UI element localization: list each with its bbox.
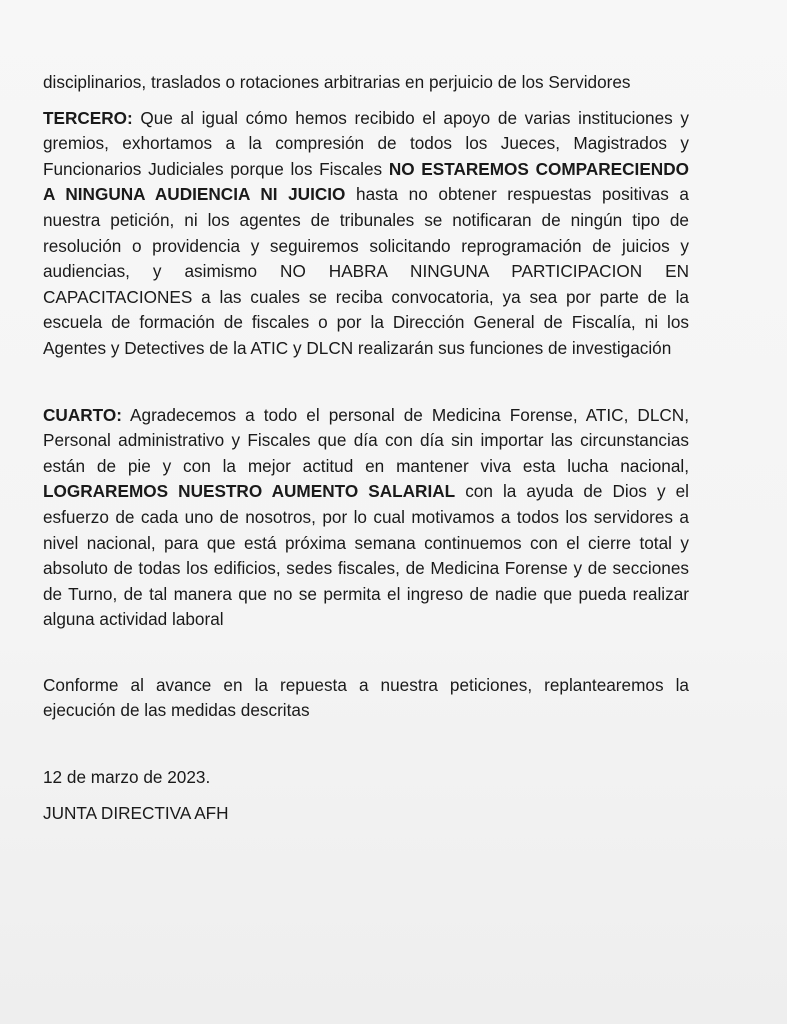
- heading-cuarto: CUARTO:: [43, 404, 122, 425]
- cuarto-text-2: con la ayuda de Dios y el esfuerzo de cada uno de nosotros, por lo cual motivamos a todos los servidores a nivel nacional, para que está próxima semana continuemos con el cierre total y absoluto de todas los edificios, sedes fiscales, de Medicina Forense y de secciones de Turno, de tal manera que no se permita el ingreso de nadie que pueda realizar alguna actividad laboral: [43, 481, 689, 630]
- paragraph-conforme: Conforme al avance en la repuesta a nuestra peticiones, replantearemos la ejecución de las medidas descritas: [43, 674, 689, 721]
- cuarto-text-1: Agradecemos a todo el personal de Medicina Forense, ATIC, DLCN, Personal administrativo y Fiscales que día con día sin importar las circunstancias están de pie y con la mejor actitud en mantener viva esta lucha nacional,: [43, 404, 689, 476]
- paragraph-tercero: [43, 106, 689, 362]
- tercero-text-1: Que al igual cómo hemos recibido el apoyo de varias instituciones y gremios, exhortamos a la compresión de todos los Jueces, Magistrados y Funcionarios Judiciales porque los Fiscales: [43, 107, 689, 179]
- document-date: 12 de marzo de 2023.: [43, 767, 211, 788]
- document-body: [43, 70, 689, 826]
- heading-tercero: TERCERO:: [43, 107, 133, 128]
- signature-line: JUNTA DIRECTIVA AFH: [43, 802, 229, 823]
- paragraph-cuarto: [43, 403, 689, 633]
- paragraph-continuation: disciplinarios, traslados o rotaciones arbitrarias en perjuicio de los Servidores: [43, 72, 631, 92]
- tercero-text-2: hasta no obtener respuestas positivas a nuestra petición, ni los agentes de tribunales se notificaran de ningún tipo de resolución o providencia y seguiremos solicitando reprogramación de juicios y audiencias, y asimismo NO HABRA NINGUNA PARTICIPACION EN CAPACITACIONES a las cuales se reciba convocatoria, ya sea por parte de la escuela de formación de fiscales o por la Dirección General de Fiscalía, ni los Agentes y Detectives de la ATIC y DLCN realizarán sus funciones de investigación: [43, 184, 689, 358]
- cuarto-bold-statement: LOGRAREMOS NUESTRO AUMENTO SALARIAL: [43, 481, 456, 502]
- tercero-bold-statement: NO ESTAREMOS COMPARECIENDO A NINGUNA AUDIENCIA NI JUICIO: [43, 158, 689, 205]
